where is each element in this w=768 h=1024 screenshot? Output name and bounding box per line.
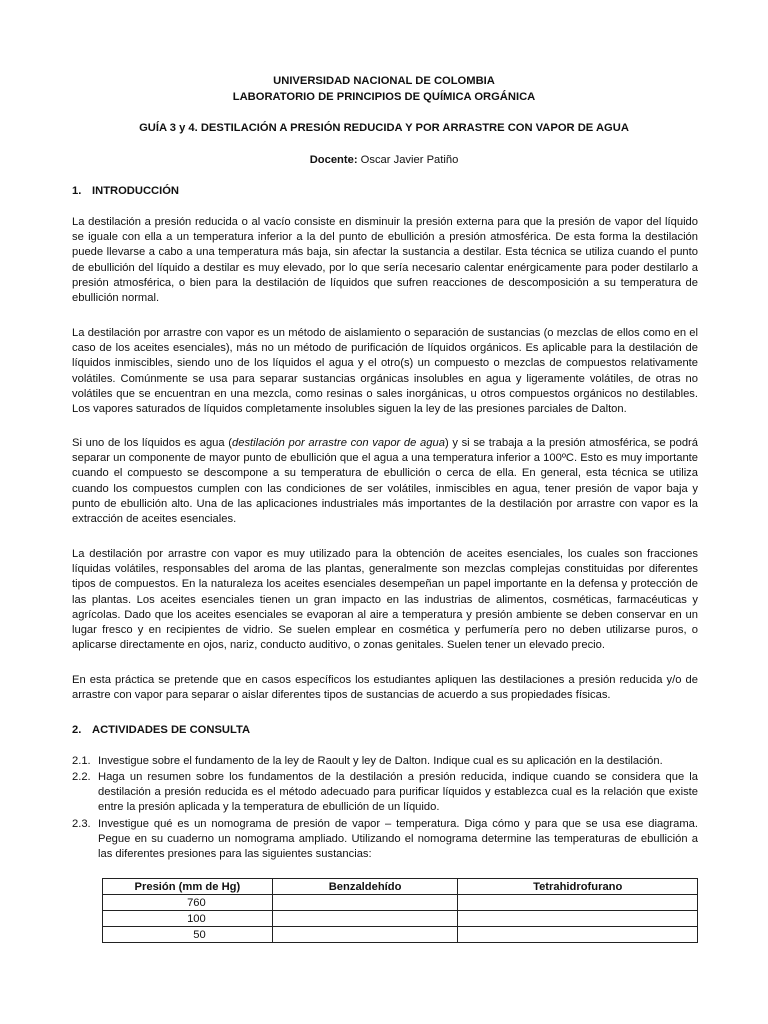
- pressure-cell: 50: [103, 927, 273, 943]
- activity-number: 2.1.: [72, 755, 91, 767]
- section-2-number: 2.: [72, 724, 82, 736]
- section-1-number: 1.: [72, 185, 82, 197]
- intro-paragraph-3-italic: destilación por arrastre con vapor de agua: [232, 437, 445, 449]
- docente-name: Oscar Javier Patiño: [357, 154, 459, 166]
- benzaldehyde-cell: [272, 927, 458, 943]
- table-row: [103, 911, 698, 927]
- table-header-row: [103, 879, 698, 895]
- section-1-heading: [72, 184, 179, 199]
- lab-heading: LABORATORIO DE PRINCIPIOS DE QUÍMICA ORGÁNICA: [232, 91, 536, 103]
- intro-paragraph-5: En esta práctica se pretende que en casos específicos los estudiantes apliquen las destilaciones a presión reducida y/o de arrastre con vapor para separar o aislar diferentes tipos de sustancias de acuerdo a sus propiedades físicas.: [72, 674, 698, 702]
- thf-cell: [458, 927, 698, 943]
- header-benzaldehyde: Benzaldehído: [272, 879, 458, 895]
- table-row: [103, 927, 698, 943]
- activity-number: 2.3.: [72, 818, 91, 830]
- intro-paragraph-2: La destilación por arrastre con vapor es un método de aislamiento o separación de sustancias (o mezclas de ellos como en el caso de los aceites esenciales), más no un método de purificación de líquidos orgánicos. Es aplicable para la destilación de líquidos inmiscibles, siendo uno de los líquidos el agua y el otro(s) un compuesto o mezclas de compuestos relativamente volátiles. Comúnmente se usa para separar sustancias orgánicas insolubles en agua y ligeramente volátiles, de otras no volátiles que se encuentran en una mezcla, como resinas o sales inorgánicas, u otros compuestos orgánicos no destilables. Los vapores saturados de líquidos completamente insolubles siguen la ley de las presiones parciales de Dalton.: [72, 327, 698, 416]
- section-1-title: INTRODUCCIÓN: [92, 185, 180, 197]
- boiling-point-table: [102, 878, 698, 943]
- pressure-cell: 760: [103, 895, 273, 911]
- thf-cell: [458, 911, 698, 927]
- header-thf: Tetrahidrofurano: [458, 879, 698, 895]
- intro-paragraph-3-end: ) y si se trabaja a la presión atmosférica, se podrá separar un componente de mayor punto de ebullición que el agua a una temperatura inferior a 100ºC. Esto es muy importante cuando el compuesto se descompone a su temperatura de ebullición o cerca de ella. En general, esta técnica se utiliza cuando los compuestos cumplen con las condiciones de ser volátiles, inmiscibles en agua, tener presión de vapor baja y punto de ebullición alto. Una de las aplicaciones industriales más importantes de la destilación por arrastre con vapor es la extracción de aceites esenciales.: [72, 437, 698, 526]
- benzaldehyde-cell: [272, 895, 458, 911]
- activity-item: [72, 817, 698, 863]
- table-row: [103, 895, 698, 911]
- activity-text: Investigue sobre el fundamento de la ley de Raoult y ley de Dalton. Indique cual es su aplicación en la destilación.: [98, 755, 663, 767]
- activity-number: 2.2.: [72, 771, 91, 783]
- activity-item: [72, 754, 698, 769]
- header-pressure: Presión (mm de Hg): [103, 879, 273, 895]
- docente-line: [0, 153, 768, 168]
- intro-paragraph-3: [72, 436, 698, 527]
- activity-item: [72, 770, 698, 816]
- university-heading: UNIVERSIDAD NACIONAL DE COLOMBIA: [273, 75, 495, 87]
- section-2-title: ACTIVIDADES DE CONSULTA: [92, 724, 251, 736]
- activity-text: Investigue qué es un nomograma de presión de vapor – temperatura. Diga cómo y para que se usa ese diagrama. Pegue en su cuaderno un nomograma ampliado. Utilizando el nomograma determine las temperaturas de ebullición a las diferentes presiones para las siguientes sustancias:: [98, 818, 698, 861]
- guide-title: GUÍA 3 y 4. DESTILACIÓN A PRESIÓN REDUCIDA Y POR ARRASTRE CON VAPOR DE AGUA: [139, 122, 629, 134]
- section-2-heading: [72, 723, 250, 738]
- activity-text: Haga un resumen sobre los fundamentos de la destilación a presión reducida, indique cuando se considera que la destilación a presión reducida es el método adecuado para purificar líquidos y establezca cual es la relación que existe entre la presión aplicada y la temperatura de ebullición de un líquido.: [98, 771, 698, 814]
- intro-paragraph-4: La destilación por arrastre con vapor es muy utilizado para la obtención de aceites esenciales, los cuales son fracciones líquidas volátiles, responsables del aroma de las plantas, generalmente son mezclas complejas constituidas por diferentes tipos de compuestos. En la naturaleza los aceites esenciales desempeñan un papel importante en la defensa y protección de las plantas. Los aceites esenciales tienen un gran impacto en las industrias de alimentos, cosméticas, farmacéuticas y agrícolas. Dado que los aceites esenciales se evaporan al aire a temperatura y presión ambiente se deben conservar en un lugar fresco y en recipientes de vidrio. Se suelen emplear en cosmética y perfumería pero no deben utilizarse puros, o aplicarse directamente en ojos, nariz, conducto auditivo, o zonas genitales. Suelen tener un elevado precio.: [72, 548, 698, 652]
- benzaldehyde-cell: [272, 911, 458, 927]
- intro-paragraph-3-start: Si uno de los líquidos es agua (: [72, 437, 233, 449]
- pressure-cell: 100: [103, 911, 273, 927]
- thf-cell: [458, 895, 698, 911]
- intro-paragraph-1: La destilación a presión reducida o al vacío consiste en disminuir la presión externa para que la presión de vapor del líquido se iguale con ella a un temperatura inferior a la del punto de ebullición a presión atmosférica. De esta forma la destilación puede llevarse a cabo a una temperatura más baja, sin afectar la sustancia a destilar. Esta técnica se utiliza cuando el punto de ebullición del líquido a destilar es muy elevado, por lo que sería necesario calentar enérgicamente para poder destilarlo a presión atmosférica, o bien para la destilación de líquidos que sufren reacciones de descomposición a su temperatura de ebullición normal.: [72, 216, 698, 305]
- docente-label: Docente:: [309, 154, 358, 166]
